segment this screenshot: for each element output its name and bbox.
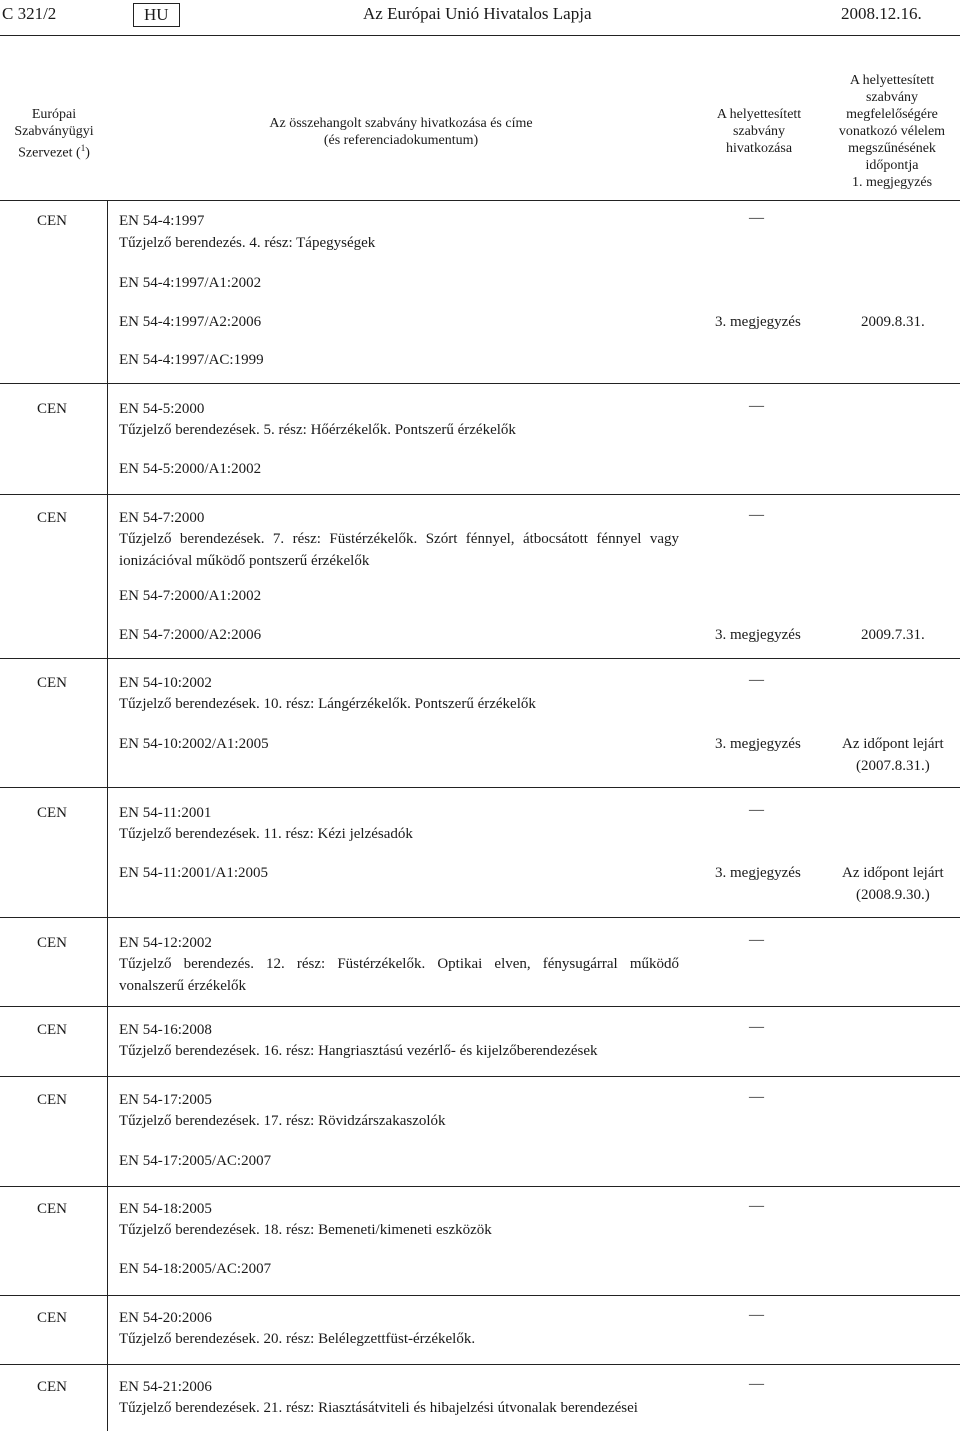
standard-title: Tűzjelző berendezés. 12. rész: Füstérzékelők. Optikai elven, fénysugárral működő vonalszerű érzékelők [119, 956, 679, 994]
amendment-ref: EN 54-7:2000/A1:2002 [119, 588, 262, 604]
org-cell: CEN [37, 510, 67, 526]
amendment-ref: EN 54-5:2000/A1:2002 [119, 461, 262, 477]
cessation-date: 2009.7.31. [861, 627, 925, 643]
row-rule [0, 1186, 960, 1187]
note-ref: 3. megjegyzés [715, 627, 801, 643]
standard-ref: EN 54-10:2002 [119, 675, 212, 691]
row-rule [0, 787, 960, 788]
org-cell: CEN [37, 213, 67, 229]
amendment-ref: EN 54-17:2005/AC:2007 [119, 1153, 272, 1169]
standard-ref: EN 54-17:2005 [119, 1092, 212, 1108]
standard-title: Tűzjelző berendezések. 16. rész: Hangriasztású vezérlő- és kijelzőberendezések [119, 1043, 598, 1059]
superseded-dash: — [749, 210, 764, 226]
cessation-date: 2009.8.31. [861, 314, 925, 330]
standard-title: Tűzjelző berendezések. 18. rész: Bemeneti/kimeneti eszközök [119, 1222, 492, 1238]
standard-ref: EN 54-12:2002 [119, 935, 212, 951]
superseded-dash: — [749, 802, 764, 818]
amendment-ref: EN 54-18:2005/AC:2007 [119, 1261, 272, 1277]
amendment-ref: EN 54-11:2001/A1:2005 [119, 865, 269, 881]
cessation-date: Az időpont lejárt [842, 736, 944, 752]
org-cell: CEN [37, 1022, 67, 1038]
journal-title: Az Európai Unió Hivatalos Lapja [363, 4, 592, 23]
cessation-date: Az időpont lejárt [842, 865, 944, 881]
standard-title: Tűzjelző berendezések. 5. rész: Hőérzékelők. Pontszerű érzékelők [119, 422, 516, 438]
standard-ref: EN 54-20:2006 [119, 1310, 212, 1326]
standard-ref: EN 54-21:2006 [119, 1379, 212, 1395]
col-header-standard: Az összehangolt szabvány hivatkozása és címe (és referenciadokumentum) [269, 116, 533, 148]
org-cell: CEN [37, 675, 67, 691]
org-cell: CEN [37, 935, 67, 951]
standard-title: Tűzjelző berendezések. 10. rész: Lángérzékelők. Pontszerű érzékelők [119, 696, 536, 712]
col-header-cessation-date: A helyettesített szabvány megfelelőségére vonatkozó vélelem megszűnésének időpontja 1. megjegyzés [838, 73, 946, 190]
superseded-dash: — [749, 1307, 764, 1323]
standard-ref: EN 54-11:2001 [119, 805, 212, 821]
standard-ref: EN 54-7:2000 [119, 510, 205, 526]
cessation-date: (2008.9.30.) [856, 887, 930, 903]
org-cell: CEN [37, 1310, 67, 1326]
org-cell: CEN [37, 1201, 67, 1217]
standard-title: Tűzjelző berendezések. 11. rész: Kézi jelzésadók [119, 826, 413, 842]
cessation-date: (2007.8.31.) [856, 758, 930, 774]
amendment-ref: EN 54-10:2002/A1:2005 [119, 736, 269, 752]
publication-date: 2008.12.16. [841, 4, 922, 23]
column-rule [107, 200, 108, 1431]
col-header-superseded: A helyettesített szabvány hivatkozása [716, 107, 802, 156]
row-rule [0, 1364, 960, 1365]
page-ref: C 321/2 [2, 4, 57, 23]
header-rule [0, 35, 960, 36]
language-badge: HU [133, 3, 180, 27]
row-rule [0, 1295, 960, 1296]
standard-title: Tűzjelző berendezések. 7. rész: Füstérzékelők. Szórt fénnyel, átbocsátott fénnyel vagy ionizációval működő pontszerű érzékelők [119, 531, 679, 569]
superseded-dash: — [749, 1019, 764, 1035]
col-header-org: Európai Szabványügyi Szervezet ($^1$) [14, 107, 94, 161]
superseded-dash: — [749, 672, 764, 688]
row-rule [0, 1076, 960, 1077]
org-cell: CEN [37, 1092, 67, 1108]
standard-ref: EN 54-4:1997 [119, 213, 205, 229]
standard-title: Tűzjelző berendezések. 21. rész: Riasztásátviteli és hibajelzési útvonalak berendezései [119, 1400, 638, 1416]
row-rule [0, 917, 960, 918]
org-cell: CEN [37, 401, 67, 417]
note-ref: 3. megjegyzés [715, 314, 801, 330]
org-cell: CEN [37, 1379, 67, 1395]
row-rule [0, 200, 960, 201]
row-rule [0, 1006, 960, 1007]
standard-title: Tűzjelző berendezések. 17. rész: Rövidzárszakaszolók [119, 1113, 446, 1129]
amendment-ref: EN 54-4:1997/AC:1999 [119, 352, 264, 368]
row-rule [0, 658, 960, 659]
superseded-dash: — [749, 398, 764, 414]
superseded-dash: — [749, 932, 764, 948]
amendment-ref: EN 54-4:1997/A2:2006 [119, 314, 262, 330]
superseded-dash: — [749, 1089, 764, 1105]
superseded-dash: — [749, 1376, 764, 1392]
superseded-dash: — [749, 1198, 764, 1214]
standard-title: Tűzjelző berendezések. 20. rész: Belélegzettfüst-érzékelők. [119, 1331, 476, 1347]
row-rule [0, 494, 960, 495]
standard-title: Tűzjelző berendezés. 4. rész: Tápegységek [119, 235, 376, 251]
standard-ref: EN 54-5:2000 [119, 401, 205, 417]
row-rule [0, 383, 960, 384]
standard-ref: EN 54-16:2008 [119, 1022, 212, 1038]
superseded-dash: — [749, 507, 764, 523]
amendment-ref: EN 54-7:2000/A2:2006 [119, 627, 262, 643]
note-ref: 3. megjegyzés [715, 736, 801, 752]
org-cell: CEN [37, 805, 67, 821]
standard-ref: EN 54-18:2005 [119, 1201, 212, 1217]
amendment-ref: EN 54-4:1997/A1:2002 [119, 275, 262, 291]
note-ref: 3. megjegyzés [715, 865, 801, 881]
